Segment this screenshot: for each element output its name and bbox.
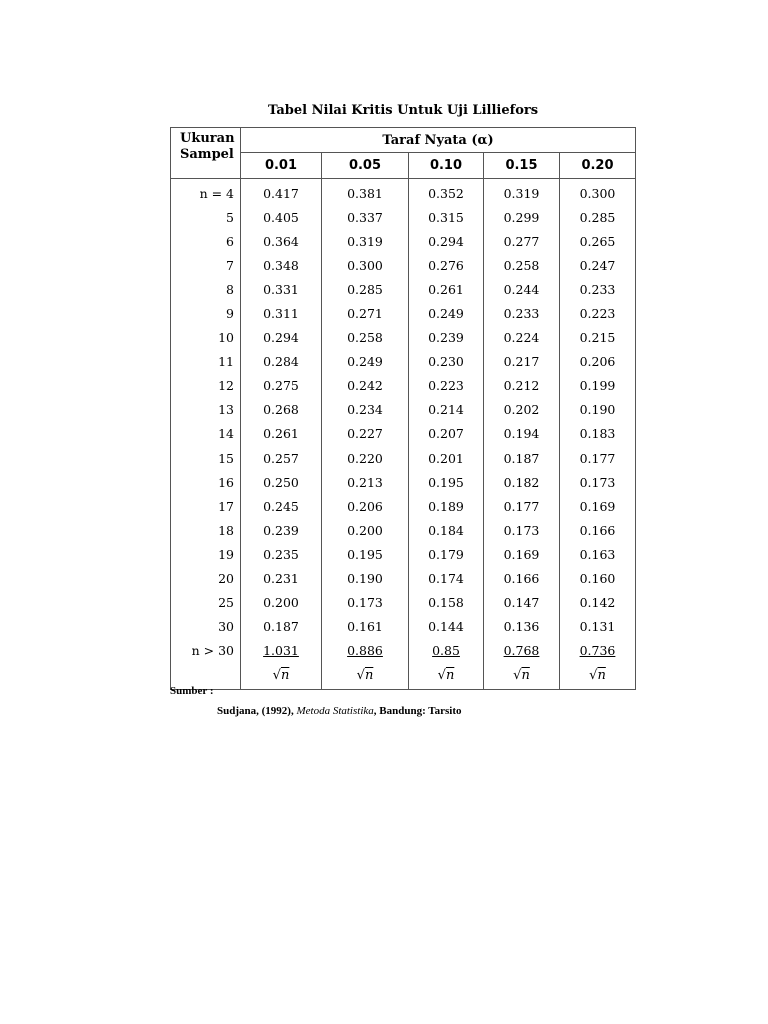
sample-size-cell: 15 xyxy=(171,446,241,470)
critical-value-cell: 0.294 xyxy=(409,229,484,253)
critical-value-cell: 0.352 xyxy=(409,179,484,206)
critical-value-cell: 0.147 xyxy=(484,591,560,615)
sqrt-argument: n xyxy=(280,668,290,684)
numerator-value-cell: 0.736 xyxy=(560,639,636,663)
critical-value-cell: 0.187 xyxy=(484,446,560,470)
sqrt-argument: n xyxy=(364,668,374,684)
numerator-value-cell: 0.886 xyxy=(322,639,409,663)
critical-value-cell: 0.220 xyxy=(322,446,409,470)
critical-value-cell: 0.265 xyxy=(560,229,636,253)
critical-value-cell: 0.299 xyxy=(484,205,560,229)
critical-value-cell: 0.285 xyxy=(560,205,636,229)
critical-value-cell: 0.319 xyxy=(484,179,560,206)
table-row xyxy=(171,301,636,325)
table-row-large-n xyxy=(171,639,636,663)
sample-size-cell: 20 xyxy=(171,567,241,591)
critical-value-cell: 0.258 xyxy=(322,326,409,350)
critical-value-cell: 0.337 xyxy=(322,205,409,229)
sample-size-cell: 7 xyxy=(171,253,241,277)
critical-value-cell: 0.381 xyxy=(322,179,409,206)
critical-value-cell: 0.249 xyxy=(409,301,484,325)
table-row xyxy=(171,567,636,591)
critical-value-cell: 0.189 xyxy=(409,494,484,518)
table-row xyxy=(171,518,636,542)
table-row-sqrt-n xyxy=(171,663,636,690)
critical-value-cell: 0.131 xyxy=(560,615,636,639)
table-row xyxy=(171,470,636,494)
critical-value-cell: 0.166 xyxy=(560,518,636,542)
critical-value-cell: 0.276 xyxy=(409,253,484,277)
critical-value-cell: 0.169 xyxy=(560,494,636,518)
table-row xyxy=(171,615,636,639)
header-alpha: 0.01 xyxy=(241,153,322,179)
critical-value-cell: 0.160 xyxy=(560,567,636,591)
table-row xyxy=(171,422,636,446)
table-row xyxy=(171,446,636,470)
critical-value-cell: 0.277 xyxy=(484,229,560,253)
critical-value-cell: 0.190 xyxy=(322,567,409,591)
sample-size-cell: 17 xyxy=(171,494,241,518)
sqrt-n-cell xyxy=(241,663,322,690)
header-ukuran-line2: Sampel xyxy=(180,147,234,162)
table-row xyxy=(171,374,636,398)
numerator-value-cell: 1.031 xyxy=(241,639,322,663)
sample-size-cell: 5 xyxy=(171,205,241,229)
sample-size-cell: 18 xyxy=(171,518,241,542)
header-alpha: 0.10 xyxy=(409,153,484,179)
critical-value-cell: 0.233 xyxy=(484,301,560,325)
critical-value-cell: 0.206 xyxy=(560,350,636,374)
critical-value-cell: 0.136 xyxy=(484,615,560,639)
critical-value-cell: 0.275 xyxy=(241,374,322,398)
critical-value-cell: 0.294 xyxy=(241,326,322,350)
radical-sign: √ xyxy=(589,668,598,684)
critical-value-cell: 0.319 xyxy=(322,229,409,253)
table-body xyxy=(171,179,636,690)
sample-size-cell: 14 xyxy=(171,422,241,446)
critical-value-cell: 0.233 xyxy=(560,277,636,301)
sample-size-cell: 11 xyxy=(171,350,241,374)
critical-value-cell: 0.166 xyxy=(484,567,560,591)
critical-value-cell: 0.348 xyxy=(241,253,322,277)
critical-value-cell: 0.249 xyxy=(322,350,409,374)
critical-value-cell: 0.194 xyxy=(484,422,560,446)
critical-value-cell: 0.224 xyxy=(484,326,560,350)
table-row xyxy=(171,277,636,301)
numerator-value-cell: 0.85 xyxy=(409,639,484,663)
header-ukuran-line1: Ukuran xyxy=(180,131,235,146)
sample-size-cell: 9 xyxy=(171,301,241,325)
table-row xyxy=(171,205,636,229)
table-row xyxy=(171,494,636,518)
critical-value-cell: 0.234 xyxy=(322,398,409,422)
critical-value-cell: 0.169 xyxy=(484,542,560,566)
lilliefors-table xyxy=(170,127,636,690)
critical-value-cell: 0.199 xyxy=(560,374,636,398)
sqrt-n-cell xyxy=(409,663,484,690)
critical-value-cell: 0.206 xyxy=(322,494,409,518)
critical-value-cell: 0.212 xyxy=(484,374,560,398)
sample-size-cell: 25 xyxy=(171,591,241,615)
radical-sign: √ xyxy=(513,668,522,684)
critical-value-cell: 0.144 xyxy=(409,615,484,639)
critical-value-cell: 0.300 xyxy=(322,253,409,277)
critical-value-cell: 0.182 xyxy=(484,470,560,494)
critical-value-cell: 0.231 xyxy=(241,567,322,591)
critical-value-cell: 0.202 xyxy=(484,398,560,422)
critical-value-cell: 0.201 xyxy=(409,446,484,470)
critical-value-cell: 0.173 xyxy=(322,591,409,615)
critical-value-cell: 0.242 xyxy=(322,374,409,398)
sumber-label: Sumber : xyxy=(170,685,214,697)
source-author: Sudjana, (1992), xyxy=(217,705,294,717)
critical-value-cell: 0.417 xyxy=(241,179,322,206)
critical-value-cell: 0.300 xyxy=(560,179,636,206)
sample-size-cell: n = 4 xyxy=(171,179,241,206)
critical-value-cell: 0.268 xyxy=(241,398,322,422)
critical-value-cell: 0.227 xyxy=(322,422,409,446)
radical-sign: √ xyxy=(272,668,281,684)
sqrt-argument: n xyxy=(521,668,530,684)
table-row xyxy=(171,229,636,253)
table-row xyxy=(171,253,636,277)
critical-value-cell: 0.261 xyxy=(409,277,484,301)
radical-sign: √ xyxy=(437,668,446,684)
critical-value-cell: 0.257 xyxy=(241,446,322,470)
sample-size-cell: n > 30 xyxy=(171,639,241,663)
critical-value-cell: 0.214 xyxy=(409,398,484,422)
critical-value-cell: 0.364 xyxy=(241,229,322,253)
sqrt-n-cell xyxy=(484,663,560,690)
critical-value-cell: 0.215 xyxy=(560,326,636,350)
sample-size-cell: 12 xyxy=(171,374,241,398)
critical-value-cell: 0.207 xyxy=(409,422,484,446)
critical-value-cell: 0.161 xyxy=(322,615,409,639)
source-citation xyxy=(217,705,462,717)
radical-sign: √ xyxy=(356,668,365,684)
critical-value-cell: 0.195 xyxy=(322,542,409,566)
sample-size-cell: 30 xyxy=(171,615,241,639)
sqrt-argument: n xyxy=(597,668,606,684)
header-alpha: 0.15 xyxy=(484,153,560,179)
table-row xyxy=(171,398,636,422)
critical-value-cell: 0.190 xyxy=(560,398,636,422)
critical-value-cell: 0.331 xyxy=(241,277,322,301)
critical-value-cell: 0.315 xyxy=(409,205,484,229)
critical-value-cell: 0.158 xyxy=(409,591,484,615)
table-title: Tabel Nilai Kritis Untuk Uji Lilliefors xyxy=(267,103,539,118)
critical-value-cell: 0.271 xyxy=(322,301,409,325)
sample-size-cell: 13 xyxy=(171,398,241,422)
sqrt-argument: n xyxy=(445,668,455,684)
critical-value-cell: 0.258 xyxy=(484,253,560,277)
critical-value-cell: 0.245 xyxy=(241,494,322,518)
sample-size-cell: 8 xyxy=(171,277,241,301)
critical-value-cell: 0.179 xyxy=(409,542,484,566)
header-taraf-nyata: Taraf Nyata (α) xyxy=(241,128,636,153)
critical-value-cell: 0.174 xyxy=(409,567,484,591)
table-row xyxy=(171,326,636,350)
sample-size-cell: 16 xyxy=(171,470,241,494)
critical-value-cell: 0.284 xyxy=(241,350,322,374)
sample-size-cell: 6 xyxy=(171,229,241,253)
sample-size-cell: 10 xyxy=(171,326,241,350)
critical-value-cell: 0.311 xyxy=(241,301,322,325)
table-row xyxy=(171,179,636,206)
critical-value-cell: 0.239 xyxy=(409,326,484,350)
numerator-value-cell: 0.768 xyxy=(484,639,560,663)
critical-value-cell: 0.405 xyxy=(241,205,322,229)
header-alpha: 0.20 xyxy=(560,153,636,179)
table-row xyxy=(171,542,636,566)
source-book: Metoda Statistika xyxy=(296,705,374,717)
critical-value-cell: 0.217 xyxy=(484,350,560,374)
critical-value-cell: 0.230 xyxy=(409,350,484,374)
critical-value-cell: 0.177 xyxy=(560,446,636,470)
critical-value-cell: 0.200 xyxy=(322,518,409,542)
header-alpha: 0.05 xyxy=(322,153,409,179)
critical-value-cell: 0.183 xyxy=(560,422,636,446)
critical-value-cell: 0.223 xyxy=(560,301,636,325)
critical-value-cell: 0.239 xyxy=(241,518,322,542)
header-ukuran-sampel xyxy=(171,128,241,179)
critical-value-cell: 0.200 xyxy=(241,591,322,615)
critical-value-cell: 0.244 xyxy=(484,277,560,301)
source-publisher: , Bandung: Tarsito xyxy=(373,705,462,717)
critical-value-cell: 0.235 xyxy=(241,542,322,566)
critical-value-cell: 0.184 xyxy=(409,518,484,542)
table-row xyxy=(171,591,636,615)
sqrt-n-cell xyxy=(560,663,636,690)
critical-value-cell: 0.261 xyxy=(241,422,322,446)
critical-value-cell: 0.163 xyxy=(560,542,636,566)
table-row xyxy=(171,350,636,374)
critical-value-cell: 0.173 xyxy=(560,470,636,494)
critical-value-cell: 0.187 xyxy=(241,615,322,639)
critical-value-cell: 0.285 xyxy=(322,277,409,301)
critical-value-cell: 0.223 xyxy=(409,374,484,398)
critical-value-cell: 0.247 xyxy=(560,253,636,277)
critical-value-cell: 0.142 xyxy=(560,591,636,615)
critical-value-cell: 0.173 xyxy=(484,518,560,542)
sqrt-n-cell xyxy=(322,663,409,690)
critical-value-cell: 0.177 xyxy=(484,494,560,518)
critical-value-cell: 0.250 xyxy=(241,470,322,494)
critical-value-cell: 0.195 xyxy=(409,470,484,494)
critical-value-cell: 0.213 xyxy=(322,470,409,494)
sample-size-cell: 19 xyxy=(171,542,241,566)
